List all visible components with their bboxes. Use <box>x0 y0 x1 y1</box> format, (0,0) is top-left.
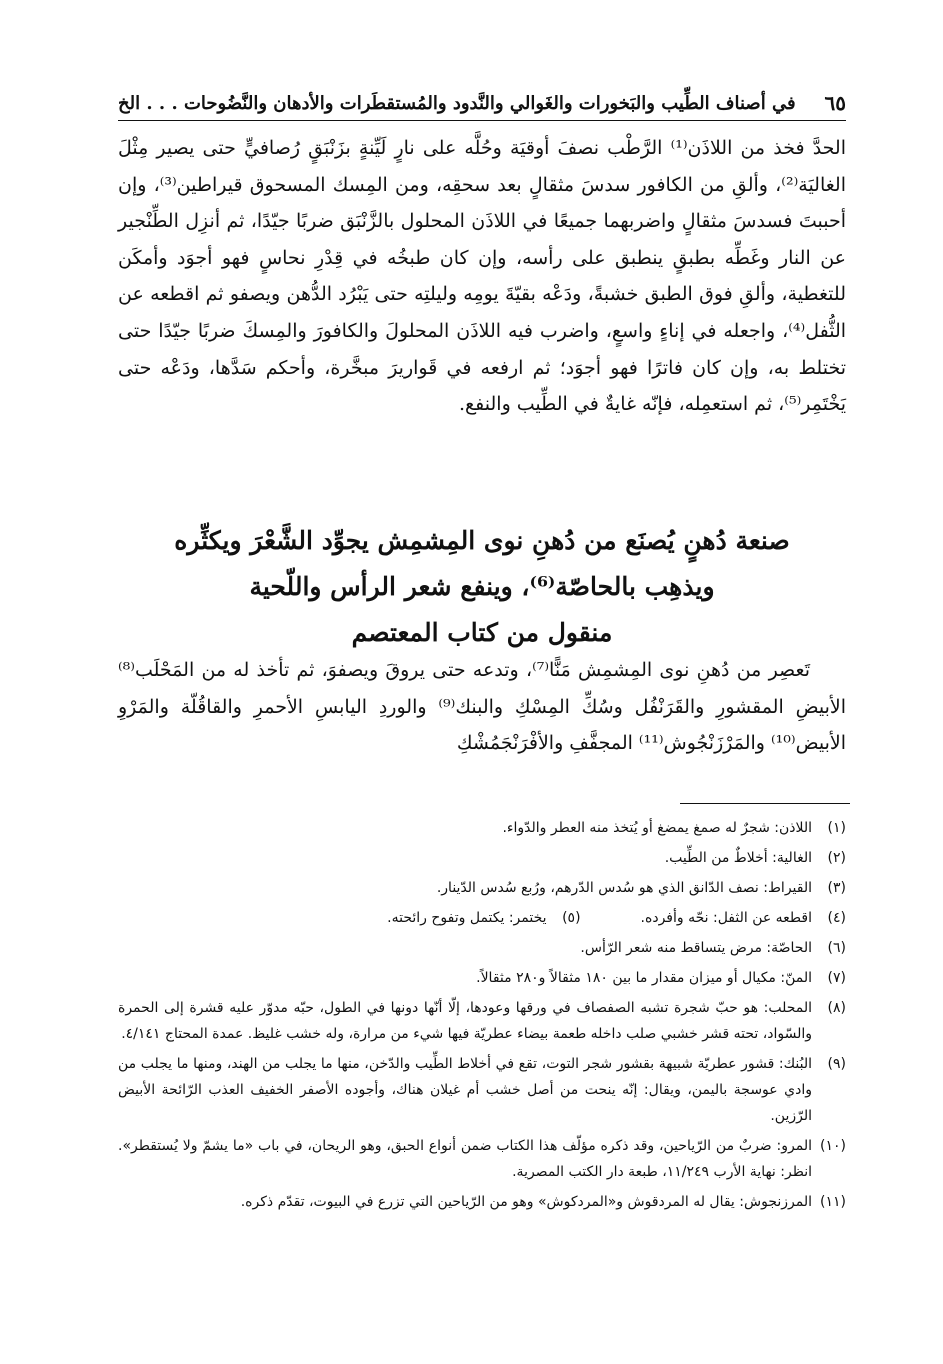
footnote <box>118 935 846 961</box>
footnote-text: يختمر: يكتمل وتفوح رائحته. <box>387 910 547 926</box>
heading-line-3: منقول من كتاب المعتصم <box>351 618 613 647</box>
footnote-text: المنّ: مكيال أو ميزان مقدار ما بين ١٨٠ مثقالاً و٢٨٠ مثقالاً. <box>476 970 812 986</box>
footnote-number: (١٠) <box>820 1138 846 1154</box>
heading-line-1: صنعة دُهنٍ يُصنَع من دُهنِ نوى المِشمِش يجوِّد الشَّعْرَ ويكثِّره <box>174 526 790 555</box>
footnote <box>387 905 580 931</box>
footnote-text: الحاصّة: مرض يتساقط منه شعر الرّأس. <box>580 940 812 956</box>
footnote <box>118 965 846 991</box>
footnote-number: (٨) <box>827 1000 846 1016</box>
footnote-number: (٥) <box>562 910 581 926</box>
footnote <box>118 875 846 901</box>
footnote-text: اللاذن: شجرٌ له صمغ يمضغ أو يُتخذ منه العطر والدّواء. <box>502 820 812 836</box>
footnote <box>118 1133 846 1185</box>
footnote-text: اقطعه عن الثفل: نحّه وأفرده. <box>640 910 812 926</box>
footnote <box>118 845 846 871</box>
footnote-text: القيراط: نصف الدّانق الذي هو سُدس الدّرهم، ورُبع سُدس الدّينار. <box>436 880 812 896</box>
footnote <box>118 815 846 841</box>
heading-line-2: ويذهِب بالحاصّة⁽⁶⁾، وينفع شعر الرأس واللّحية <box>249 572 715 601</box>
running-title: في أصناف الطِّيب والبَخورات والغَوالي والنَّدود والمُستقطَرات والأدهان والنَّضُوحات . . . الخ <box>118 92 796 114</box>
footnote <box>118 995 846 1047</box>
footnote <box>641 905 846 931</box>
footnote-separator <box>680 803 850 804</box>
footnote-row <box>118 905 846 931</box>
paragraph-1: الحدَّ فخذ من اللاذَن⁽¹⁾ الرَّطْب نصفَ أوقيَة وحُلَّه على نارٍ لَيِّنةٍ بزَنْبَقٍ رُصافيٍّ حتى يصير مِثْلَ الغاليَة⁽²⁾، وألقِ من الكافور سدسَ مثقالٍ بعد سحقِه، ومن المِسك المسحوق قيراطين⁽³⁾، وإن أحببتَ فسدسَ مثقالٍ واضربهما جميعًا في اللاذَن المحلول بالزَّنْبَق ضربًا جيّدًا، ثم أنزِل الطِّنْجير عن النار وغَطِّه بطبقٍ ينطبق على رأسه، وإن كان طبخُه في قِدْرِ نحاسٍ فهو أجوَد وأمكَن للتغطية، وألقِ فوق الطبق خشبةً، ودَعْه بقيّةَ يومِه وليلتِه حتى يَبْرُد الدُّهن ويصفو ثم اقطعه عن الثُّفل⁽⁴⁾، واجعله في إناءٍ واسعٍ، واضرب فيه اللاذَن المحلولَ والكافورَ والمِسكَ ضربًا جيّدًا حتى تختلط به، وإن كان فاترًا فهو أجوَد؛ ثم ارفعه في قَواريرَ مبخَّرة، وأحكم سَدَّها، ودَعْه حتى يَخْتَمِر⁽⁵⁾، ثم استعمِله، فإنّه غايةٌ في الطِّيب والنفع. <box>118 137 847 416</box>
section-heading <box>118 518 846 656</box>
footnote-number: (١) <box>827 820 846 836</box>
footnote-text: الغالية: أخلاطٌ من الطِّيب. <box>664 850 812 866</box>
main-text-block <box>118 130 846 423</box>
footnote <box>118 1051 846 1129</box>
running-header <box>118 86 846 120</box>
footnote-text: المرو: ضربٌ من الرّياحين، وقد ذكره مؤلّف هذا الكتاب ضمن أنواع الحبق، وهو الريحان، في باب «ما يشمّ ولا يُستقطر». انظر: نهاية الأرب ١١/٢٤٩، طبعة دار الكتب المصرية. <box>118 1138 812 1180</box>
second-text-block <box>118 652 846 762</box>
footnote-number: (٩) <box>827 1056 846 1072</box>
footnote-number: (٧) <box>827 970 846 986</box>
footnote-number: (٣) <box>827 880 846 896</box>
footnotes <box>118 815 846 1219</box>
footnote-number: (٦) <box>827 940 846 956</box>
footnote-number: (٤) <box>827 910 846 926</box>
footnote-text: البُنك: قشور عطريّة شبيهة بقشور شجر التوت، تقع في أخلاط الطِّيب والدّخن، منها ما يجلب من الهند، ومنها ما يجلب من وادي عوسجة باليمن، ويقال: إنّه ينحت من أصل خشب أم غيلان هناك، وأجوده الأصفر الخفيف العذب الرّائحة الأبيض الرّزين. <box>118 1056 812 1124</box>
footnote-number: (٢) <box>827 850 846 866</box>
footnote-text: المرزنجوش: يقال له المردقوش و«المردكوش» وهو من الرّياحين التي تزرع في البيوت، تقدّم ذكره. <box>240 1194 812 1210</box>
footnote-number: (١١) <box>820 1194 846 1210</box>
footnote <box>118 1189 846 1215</box>
header-rule <box>118 120 846 121</box>
paragraph-2: تَعصِر من دُهنِ نوى المِشمِش مَنًّا⁽⁷⁾، وتدعه حتى يروقَ ويصفوَ، ثم تأخذ له من المَحْلَب⁽⁸⁾ الأبيضِ المقشورِ والقَرَنْفُل وسُكِّ المِسْكِ والبنك⁽⁹⁾ والوردِ اليابسِ الأحمرِ والقاقُلّة والمَرْوِ الأبيض⁽¹⁰⁾ والمَرْزَنْجُوش⁽¹¹⁾ المجفَّفِ والأفْرَنْجَمُشْكِ <box>118 659 846 755</box>
footnote-text: المحلب: هو حبّ شجرة تشبه الصفصاف في ورقها وعودها، إلّا أنّها دونها في الطول، حبّه مدوّر عليه قشرة إلى الحمرة والسّواد، تحته قشر خشبي صلب داخله طعمة بيضاء عطريّة فيها شيء من مرارة، وله خشب غليظ. عمدة المحتاج ٤/١٤١. <box>118 1000 812 1042</box>
page-number: ٦٥ <box>824 91 846 115</box>
